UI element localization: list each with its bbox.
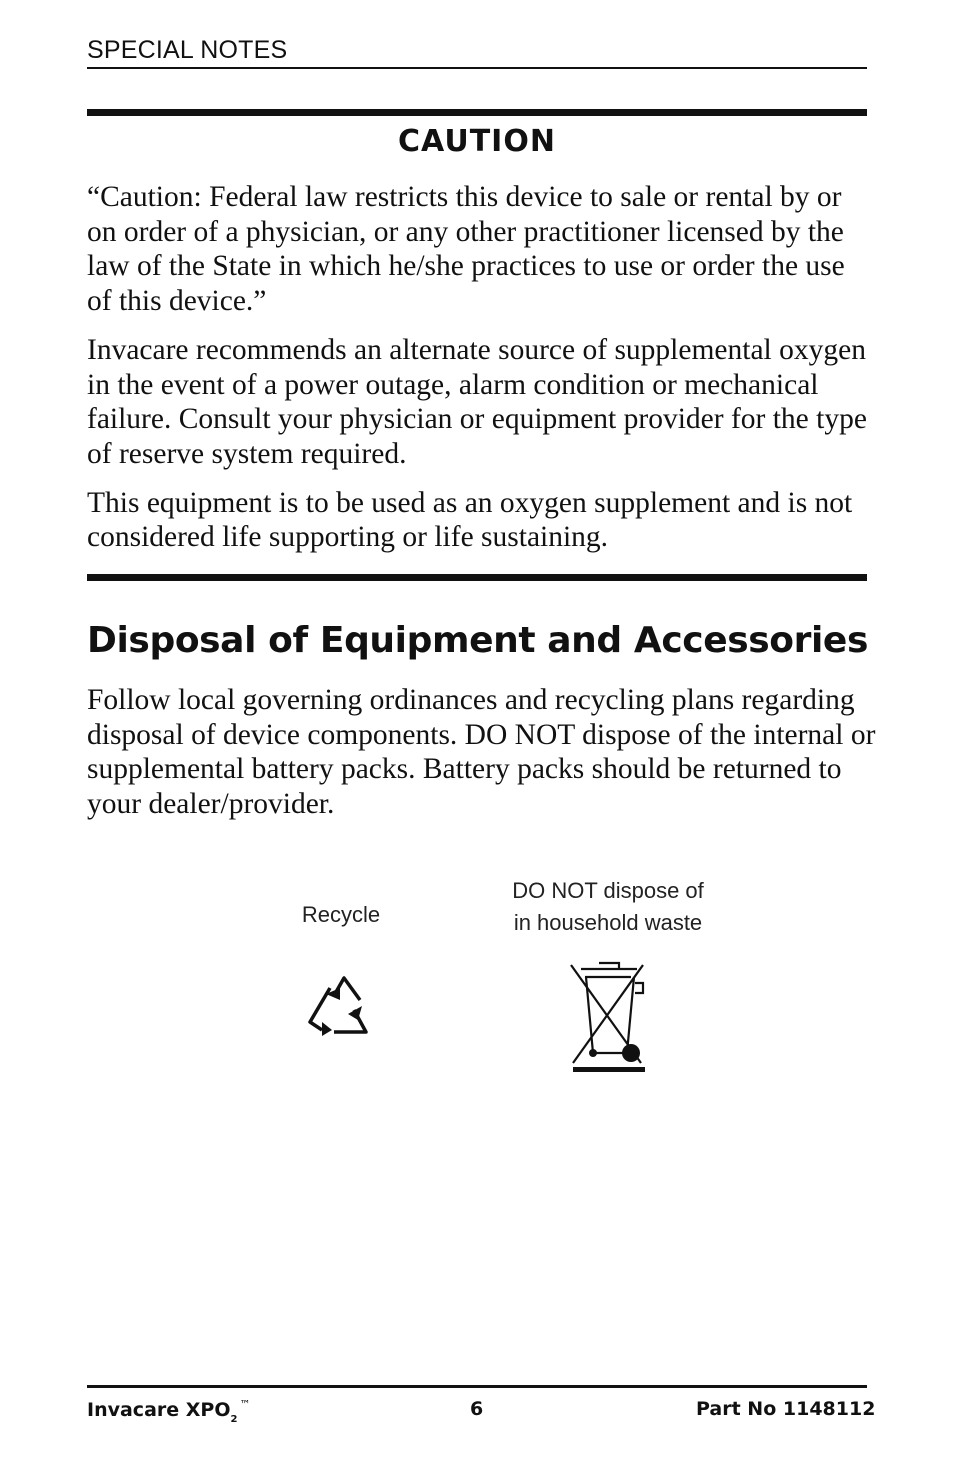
product-name: Invacare XPO [87, 1399, 231, 1421]
part-number: Part No 1148112 [696, 1398, 876, 1420]
caution-paragraph: This equipment is to be used as an oxygen supplement and is not considered life supporting or life sustaining. [87, 486, 853, 554]
caution-top-rule [87, 109, 867, 116]
waste-caption [468, 875, 748, 939]
crossed-out-wheelie-bin-icon [565, 955, 650, 1075]
trademark-mark: ™ [239, 1398, 251, 1411]
caution-paragraph: “Caution: Federal law restricts this device to sale or rental by or on order of a physician, or any other practitioner licensed by the law of the State in which he/she practices to use or order the use of this device.” [87, 181, 845, 318]
footer-rule [87, 1385, 867, 1388]
recycle-icon [300, 970, 374, 1040]
footer-product-name [87, 1398, 250, 1425]
section-header: SPECIAL NOTES [87, 36, 288, 64]
caution-title: CAUTION [398, 124, 556, 159]
disposal-paragraph: Follow local governing ordinances and recycling plans regarding disposal of device components. DO NOT dispose of the internal or supplemental battery packs. Battery packs should be returned to your dealer/provider. [87, 684, 876, 821]
caution-body [87, 180, 872, 569]
waste-caption-line: in household waste [513, 910, 703, 935]
page-number: 6 [470, 1398, 484, 1420]
header-rule [87, 67, 867, 69]
caution-paragraph: Invacare recommends an alternate source of supplemental oxygen in the event of a power outage, alarm condition or mechanical failure. Consult your physician or equipment provider for the type of reserve system required. [87, 333, 867, 470]
disposal-heading: Disposal of Equipment and Accessories [87, 620, 868, 661]
product-subscript: 2 [230, 1414, 238, 1425]
disposal-body [87, 683, 877, 822]
caution-bottom-rule [87, 574, 867, 581]
waste-caption-line: DO NOT dispose of [512, 878, 704, 903]
recycle-caption: Recycle [301, 902, 381, 927]
